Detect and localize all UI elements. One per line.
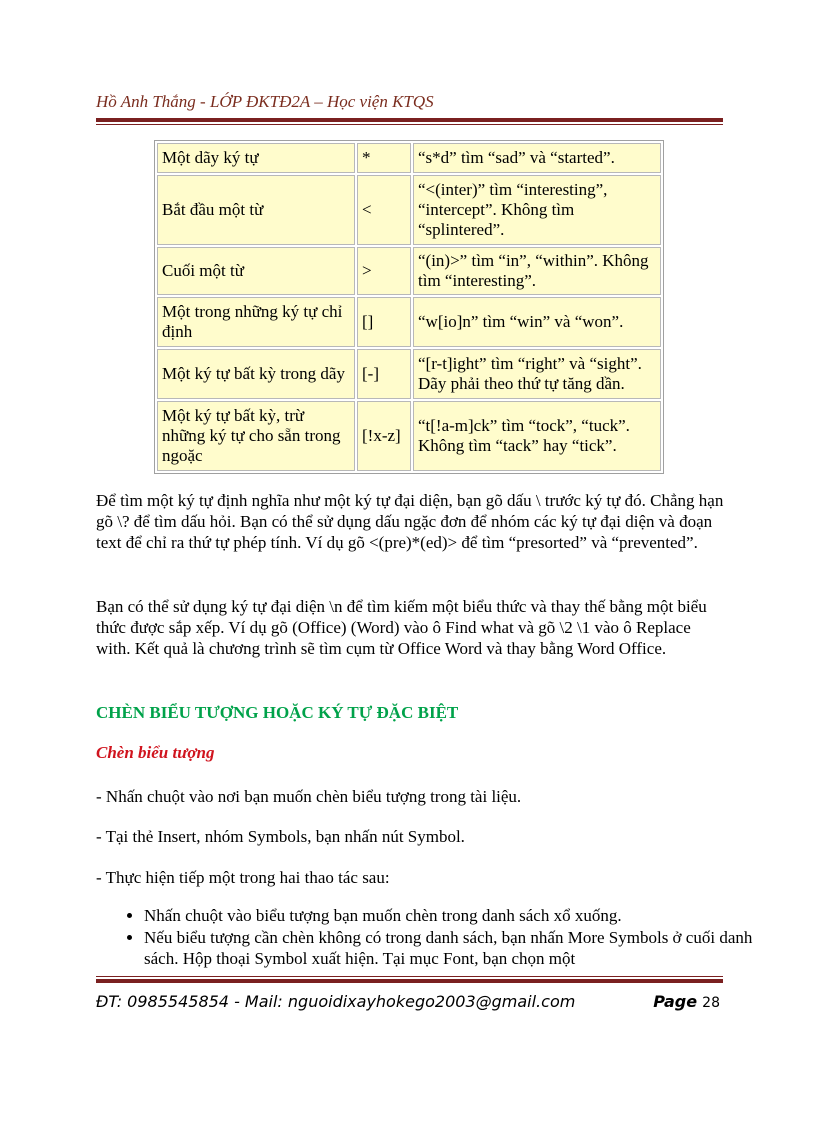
step-2: - Tại thẻ Insert, nhóm Symbols, bạn nhấn nút Symbol. bbox=[96, 827, 465, 846]
list-item: • Nhấn chuột vào biểu tượng bạn muốn chèn trong danh sách xổ xuống. bbox=[144, 905, 774, 926]
table-row bbox=[157, 175, 661, 245]
cell-example: “(in)>” tìm “in”, “within”. Không tìm “interesting”. bbox=[413, 247, 661, 295]
step-1: - Nhấn chuột vào nơi bạn muốn chèn biểu tượng trong tài liệu. bbox=[96, 787, 522, 806]
cell-symbol: [!x-z] bbox=[357, 401, 411, 471]
cell-desc: Một ký tự bất kỳ trong dãy bbox=[157, 349, 355, 399]
cell-desc: Một trong những ký tự chỉ định bbox=[157, 297, 355, 347]
cell-desc: Một ký tự bất kỳ, trừ những ký tự cho sẵn trong ngoặc bbox=[157, 401, 355, 471]
cell-example: “<(inter)” tìm “interesting”, “intercept”. Không tìm “splintered”. bbox=[413, 175, 661, 245]
header-rule bbox=[96, 118, 723, 122]
bullet-list bbox=[96, 905, 774, 970]
cell-symbol: [-] bbox=[357, 349, 411, 399]
cell-symbol: < bbox=[357, 175, 411, 245]
paragraph-escape: Để tìm một ký tự định nghĩa như một ký tự đại diện, bạn gõ dấu \ trước ký tự đó. Chẳng hạn gõ \? để tìm dấu hỏi. Bạn có thể sử dụng dấu ngặc đơn để nhóm các ký tự đại diện và đoạn text để chỉ ra thứ tự phép tính. Ví dụ gõ <(pre)*(ed)> để tìm “presorted” và “prevented”. bbox=[96, 491, 724, 552]
cell-example: “w[io]n” tìm “win” và “won”. bbox=[413, 297, 661, 347]
cell-example: “[r-t]ight” tìm “right” và “sight”. Dãy phải theo thứ tự tăng dần. bbox=[413, 349, 661, 399]
cell-desc: Bắt đầu một từ bbox=[157, 175, 355, 245]
cell-example: “s*d” tìm “sad” và “started”. bbox=[413, 143, 661, 173]
footer-contact: ĐT: 0985545854 - Mail: nguoidixayhokego2003@gmail.com bbox=[96, 992, 576, 1011]
table-row bbox=[157, 297, 661, 347]
page-number bbox=[653, 992, 720, 1011]
cell-desc: Cuối một từ bbox=[157, 247, 355, 295]
list-item: • Nếu biểu tượng cần chèn không có trong danh sách, bạn nhấn More Symbols ở cuối danh sách. Hộp thoại Symbol xuất hiện. Tại mục Font, bạn chọn một bbox=[144, 927, 774, 969]
cell-symbol: * bbox=[357, 143, 411, 173]
cell-symbol: [] bbox=[357, 297, 411, 347]
page-header: Hồ Anh Thắng - LỚP ĐKTĐ2A – Học viện KTQS bbox=[96, 92, 434, 111]
page-number-value: 28 bbox=[702, 995, 720, 1011]
subsection-heading: Chèn biểu tượng bbox=[96, 743, 215, 762]
cell-example: “t[!a-m]ck” tìm “tock”, “tuck”. Không tìm “tack” hay “tick”. bbox=[413, 401, 661, 471]
wildcard-table bbox=[154, 140, 664, 474]
paragraph-replace: Bạn có thể sử dụng ký tự đại diện \n để tìm kiếm một biểu thức và thay thế bằng một biểu thức được sắp xếp. Ví dụ gõ (Office) (Word) vào ô Find what và gõ \2 \1 vào ô Replace with. Kết quả là chương trình sẽ tìm cụm từ Office Word và thay bằng Word Office. bbox=[96, 597, 707, 658]
section-heading: CHÈN BIỂU TƯỢNG HOẶC KÝ TỰ ĐẶC BIỆT bbox=[96, 703, 459, 722]
page-label: Page bbox=[653, 992, 698, 1011]
footer-rule-thin bbox=[96, 976, 723, 977]
header-rule-thin bbox=[96, 124, 723, 125]
footer-rule bbox=[96, 979, 723, 983]
table-row bbox=[157, 247, 661, 295]
table-row bbox=[157, 349, 661, 399]
table-row bbox=[157, 143, 661, 173]
cell-symbol: > bbox=[357, 247, 411, 295]
step-3: - Thực hiện tiếp một trong hai thao tác sau: bbox=[96, 868, 390, 887]
table-row bbox=[157, 401, 661, 471]
cell-desc: Một dãy ký tự bbox=[157, 143, 355, 173]
